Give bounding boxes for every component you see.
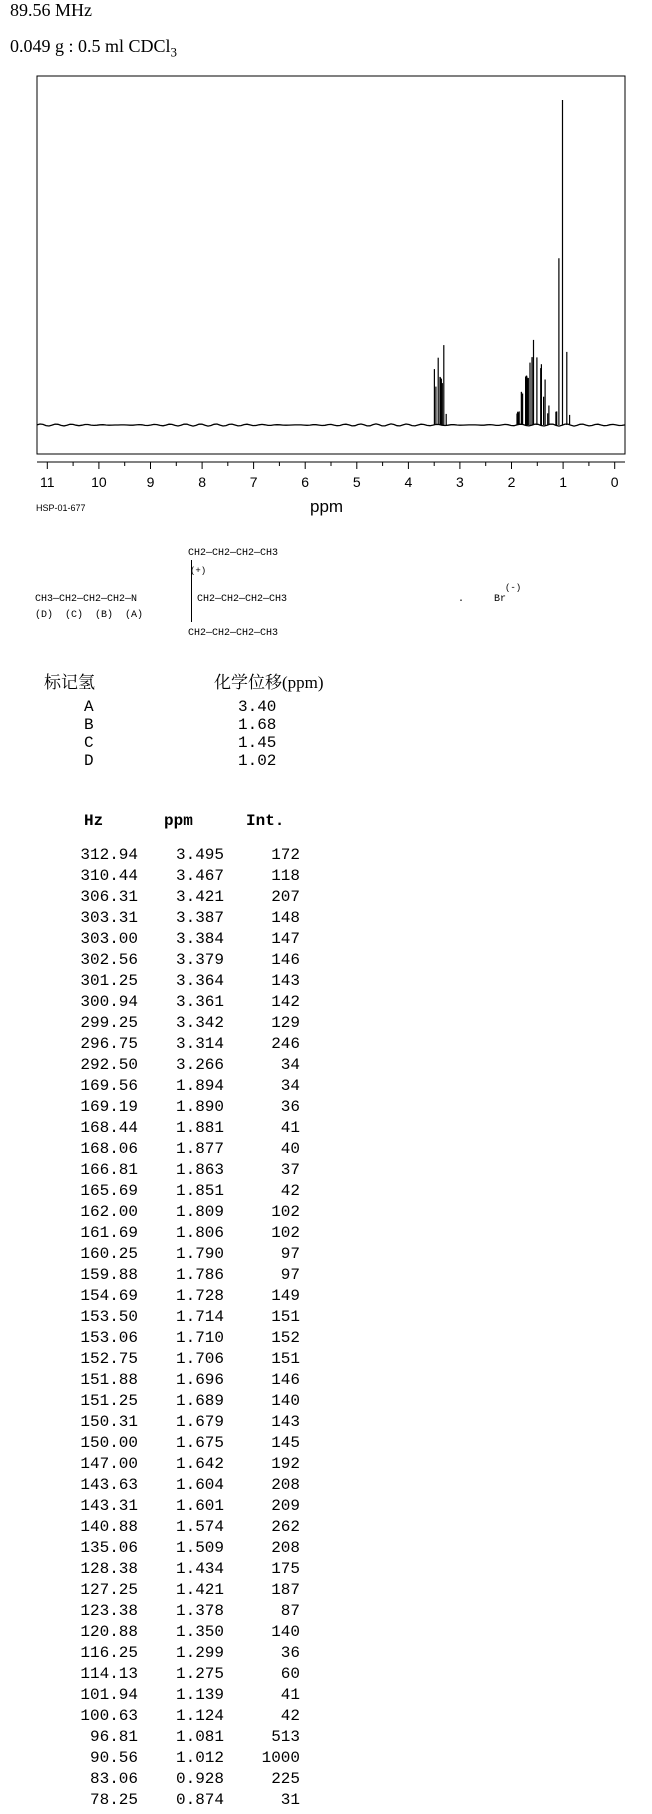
peak-hz: 123.38 [80, 1602, 138, 1620]
peak-intensity: 97 [280, 1266, 300, 1284]
peak-intensity: 102 [271, 1203, 300, 1221]
peak-row [72, 1686, 300, 1704]
peak-row [72, 972, 300, 990]
spectrum-code: HSP-01-677 [36, 503, 86, 513]
peak-intensity: 208 [271, 1539, 300, 1557]
peak-hz: 90.56 [89, 1749, 138, 1767]
peak-ppm: 1.601 [175, 1497, 224, 1515]
peak-hz: 306.31 [80, 888, 138, 906]
peak-ppm: 1.706 [175, 1350, 224, 1368]
header-hz: Hz [84, 812, 104, 830]
header-intensity: Int. [246, 812, 285, 830]
peak-row [72, 1056, 300, 1074]
peak-ppm: 1.689 [175, 1392, 224, 1410]
peak-intensity: 42 [280, 1182, 300, 1200]
peak-row [72, 1602, 300, 1620]
bromide-charge: (-) [505, 583, 522, 593]
peak-hz: 135.06 [80, 1539, 138, 1557]
peak-ppm: 0.928 [175, 1770, 224, 1788]
peak-row [72, 1749, 300, 1767]
x-axis-ticks [40, 462, 619, 490]
peak-row [72, 1707, 300, 1725]
peak-intensity: 1000 [261, 1749, 300, 1767]
peak-hz: 83.06 [89, 1770, 138, 1788]
peak-row [72, 1287, 300, 1305]
peak-ppm: 3.342 [175, 1014, 224, 1032]
assignment-shift: 1.02 [238, 752, 277, 770]
peak-hz: 303.31 [80, 909, 138, 927]
peak-hz: 168.06 [80, 1140, 138, 1158]
peak-intensity: 146 [271, 951, 300, 969]
peak-row [72, 909, 300, 927]
assignment-shift: 1.68 [238, 716, 277, 734]
peak-hz: 300.94 [80, 993, 138, 1011]
peak-row [72, 1623, 300, 1641]
peak-hz: 143.63 [80, 1476, 138, 1494]
peak-row [72, 993, 300, 1011]
peak-ppm: 1.881 [175, 1119, 224, 1137]
peak-intensity: 31 [280, 1791, 300, 1809]
peak-ppm: 1.851 [175, 1182, 224, 1200]
peak-intensity: 172 [271, 846, 300, 864]
peak-row [72, 1434, 300, 1452]
peak-ppm: 1.642 [175, 1455, 224, 1473]
top-chain: CH2—CH2—CH2—CH3 [188, 548, 279, 559]
peak-ppm: 1.509 [175, 1539, 224, 1557]
concentration-text: 0.049 g : 0.5 ml CDCl [10, 36, 171, 56]
x-tick-label: 6 [301, 474, 310, 490]
peak-row [72, 1644, 300, 1662]
peak-intensity: 513 [271, 1728, 300, 1746]
peak-hz: 101.94 [80, 1686, 138, 1704]
peak-row [72, 1182, 300, 1200]
peak-row [72, 867, 300, 885]
peak-hz: 161.69 [80, 1224, 138, 1242]
peak-hz: 296.75 [80, 1035, 138, 1053]
peak-intensity: 34 [280, 1077, 300, 1095]
nmr-spectrum-chart [0, 70, 652, 500]
assignment-shift: 1.45 [238, 734, 277, 752]
assignment-label: D [84, 752, 94, 770]
peak-row [72, 1455, 300, 1473]
peak-intensity: 146 [271, 1371, 300, 1389]
x-tick-label: 5 [352, 474, 361, 490]
peak-row [72, 1665, 300, 1683]
peak-intensity: 145 [271, 1434, 300, 1452]
peak-intensity: 143 [271, 1413, 300, 1431]
x-tick-label: 3 [456, 474, 464, 490]
peak-hz: 147.00 [80, 1455, 138, 1473]
sample-concentration [10, 36, 177, 61]
spectrometer-frequency: 89.56 MHz [10, 0, 92, 20]
peak-row [72, 1497, 300, 1515]
peak-row [72, 1224, 300, 1242]
peak-row [72, 1518, 300, 1536]
peak-hz: 127.25 [80, 1581, 138, 1599]
peak-ppm: 1.275 [175, 1665, 224, 1683]
peak-intensity: 208 [271, 1476, 300, 1494]
peak-ppm: 3.495 [175, 846, 224, 864]
peak-intensity: 192 [271, 1455, 300, 1473]
peak-intensity: 262 [271, 1518, 300, 1536]
peak-ppm: 1.710 [175, 1329, 224, 1347]
bromide-anion: Br [494, 594, 507, 605]
x-tick-label: 0 [610, 474, 619, 490]
peak-row [72, 1308, 300, 1326]
x-tick-label: 10 [91, 474, 107, 490]
peak-hz: 78.25 [89, 1791, 138, 1809]
peak-intensity: 41 [280, 1119, 300, 1137]
peak-intensity: 36 [280, 1098, 300, 1116]
peak-hz: 120.88 [80, 1623, 138, 1641]
peak-row [72, 1413, 300, 1431]
peak-ppm: 3.387 [175, 909, 224, 927]
peak-intensity: 129 [271, 1014, 300, 1032]
assignment-label: A [84, 698, 94, 716]
peak-ppm: 3.266 [175, 1056, 224, 1074]
peak-intensity: 152 [271, 1329, 300, 1347]
peak-hz: 116.25 [80, 1644, 138, 1662]
peak-ppm: 3.379 [175, 951, 224, 969]
assignment-label: C [84, 734, 94, 752]
peak-ppm: 3.361 [175, 993, 224, 1011]
peak-ppm: 1.139 [175, 1686, 224, 1704]
peak-intensity: 147 [271, 930, 300, 948]
peak-hz: 150.00 [80, 1434, 138, 1452]
nitrogen-charge: (+) [190, 566, 207, 576]
peak-row [72, 1539, 300, 1557]
peak-hz: 154.69 [80, 1287, 138, 1305]
peak-ppm: 1.299 [175, 1644, 224, 1662]
peak-row [72, 1392, 300, 1410]
header-ppm: ppm [164, 812, 193, 830]
peak-intensity: 151 [271, 1308, 300, 1326]
peak-hz: 301.25 [80, 972, 138, 990]
peak-hz: 153.50 [80, 1308, 138, 1326]
peak-row [72, 1035, 300, 1053]
peak-intensity: 42 [280, 1707, 300, 1725]
peak-intensity: 142 [271, 993, 300, 1011]
peak-hz: 169.56 [80, 1077, 138, 1095]
peak-hz: 292.50 [80, 1056, 138, 1074]
peak-row [72, 1329, 300, 1347]
peak-ppm: 1.574 [175, 1518, 224, 1536]
peak-intensity: 207 [271, 888, 300, 906]
peak-ppm: 3.467 [175, 867, 224, 885]
peak-intensity: 148 [271, 909, 300, 927]
peak-ppm: 1.012 [175, 1749, 224, 1767]
peak-ppm: 1.790 [175, 1245, 224, 1263]
peak-row [72, 1791, 300, 1809]
peak-hz: 140.88 [80, 1518, 138, 1536]
peak-intensity: 34 [280, 1056, 300, 1074]
peak-row [72, 1371, 300, 1389]
salt-dot: . [458, 594, 465, 605]
header-chemical-shift: 化学位移(ppm) [214, 673, 324, 692]
peak-row [72, 1266, 300, 1284]
peak-ppm: 1.124 [175, 1707, 224, 1725]
peak-ppm: 1.786 [175, 1266, 224, 1284]
peak-intensity: 140 [271, 1623, 300, 1641]
peak-hz: 114.13 [80, 1665, 138, 1683]
peak-intensity: 187 [271, 1581, 300, 1599]
peak-row [72, 1077, 300, 1095]
peak-intensity: 209 [271, 1497, 300, 1515]
peak-row [72, 1203, 300, 1221]
peak-row [72, 1098, 300, 1116]
peak-intensity: 175 [271, 1560, 300, 1578]
x-tick-label: 4 [404, 474, 413, 490]
peak-row [72, 1350, 300, 1368]
peak-ppm: 0.874 [175, 1791, 224, 1809]
peak-row [72, 1728, 300, 1746]
peak-ppm: 1.806 [175, 1224, 224, 1242]
peak-hz: 96.81 [89, 1728, 138, 1746]
peak-ppm: 1.696 [175, 1371, 224, 1389]
peak-intensity: 87 [280, 1602, 300, 1620]
peak-ppm: 1.434 [175, 1560, 224, 1578]
peak-ppm: 1.350 [175, 1623, 224, 1641]
peak-ppm: 1.604 [175, 1476, 224, 1494]
peak-ppm: 1.894 [175, 1077, 224, 1095]
concentration-subscript: 3 [170, 44, 178, 60]
peak-intensity: 151 [271, 1350, 300, 1368]
peak-ppm: 1.714 [175, 1308, 224, 1326]
peak-ppm: 1.809 [175, 1203, 224, 1221]
peak-intensity: 102 [271, 1224, 300, 1242]
peak-ppm: 3.314 [175, 1035, 224, 1053]
peak-hz: 310.44 [80, 867, 138, 885]
peak-hz: 303.00 [80, 930, 138, 948]
peak-row [72, 1476, 300, 1494]
x-tick-label: 1 [559, 474, 567, 490]
peak-ppm: 1.679 [175, 1413, 224, 1431]
right-chain: CH2—CH2—CH2—CH3 [197, 594, 288, 605]
bottom-chain: CH2—CH2—CH2—CH3 [188, 628, 279, 639]
peak-intensity: 118 [271, 867, 300, 885]
peak-hz: 312.94 [80, 846, 138, 864]
peak-hz: 151.25 [80, 1392, 138, 1410]
x-tick-label: 9 [146, 474, 155, 490]
peak-row [72, 1140, 300, 1158]
x-axis-label: ppm [310, 497, 344, 516]
peak-ppm: 3.384 [175, 930, 224, 948]
peak-row [72, 1560, 300, 1578]
x-tick-label: 2 [507, 474, 516, 490]
peak-hz: 299.25 [80, 1014, 138, 1032]
peak-hz: 166.81 [80, 1161, 138, 1179]
peak-ppm: 1.421 [175, 1581, 224, 1599]
peak-hz: 143.31 [80, 1497, 138, 1515]
peak-hz: 168.44 [80, 1119, 138, 1137]
peak-intensity: 37 [280, 1161, 300, 1179]
peak-ppm: 1.378 [175, 1602, 224, 1620]
peak-ppm: 3.421 [175, 888, 224, 906]
peak-intensity: 36 [280, 1644, 300, 1662]
peak-hz: 160.25 [80, 1245, 138, 1263]
assignment-shift: 3.40 [238, 698, 277, 716]
x-tick-label: 7 [249, 474, 258, 490]
peak-row [72, 1161, 300, 1179]
peak-row [72, 930, 300, 948]
peak-hz: 153.06 [80, 1329, 138, 1347]
peak-hz: 162.00 [80, 1203, 138, 1221]
peak-intensity: 149 [271, 1287, 300, 1305]
peak-hz: 302.56 [80, 951, 138, 969]
x-tick-label: 11 [40, 474, 55, 490]
peak-intensity: 41 [280, 1686, 300, 1704]
assignment-label: B [84, 716, 94, 734]
peak-hz: 151.88 [80, 1371, 138, 1389]
peak-row [72, 1245, 300, 1263]
main-chain: CH3—CH2—CH2—CH2—N [35, 594, 138, 605]
peak-hz: 152.75 [80, 1350, 138, 1368]
peak-ppm: 1.890 [175, 1098, 224, 1116]
header-hydrogen-label: 标记氢 [44, 673, 95, 692]
peak-row [72, 1014, 300, 1032]
peak-row [72, 888, 300, 906]
peak-intensity: 143 [271, 972, 300, 990]
peak-ppm: 1.863 [175, 1161, 224, 1179]
peak-hz: 169.19 [80, 1098, 138, 1116]
peak-hz: 128.38 [80, 1560, 138, 1578]
peak-row [72, 951, 300, 969]
peak-hz: 100.63 [80, 1707, 138, 1725]
peak-intensity: 140 [271, 1392, 300, 1410]
peak-row [72, 1770, 300, 1788]
peak-hz: 150.31 [80, 1413, 138, 1431]
peak-hz: 159.88 [80, 1266, 138, 1284]
peak-ppm: 1.877 [175, 1140, 224, 1158]
peak-ppm: 3.364 [175, 972, 224, 990]
position-labels: (D) (C) (B) (A) [35, 610, 144, 621]
peak-hz: 165.69 [80, 1182, 138, 1200]
peak-row [72, 1581, 300, 1599]
peak-intensity: 40 [280, 1140, 300, 1158]
peak-intensity: 246 [271, 1035, 300, 1053]
peak-intensity: 60 [280, 1665, 300, 1683]
peak-row [72, 846, 300, 864]
peak-row [72, 1119, 300, 1137]
peak-ppm: 1.728 [175, 1287, 224, 1305]
spectrum-peaks [434, 100, 569, 425]
peak-intensity: 225 [271, 1770, 300, 1788]
peak-intensity: 97 [280, 1245, 300, 1263]
x-tick-label: 8 [198, 474, 206, 490]
peak-ppm: 1.675 [175, 1434, 224, 1452]
peak-ppm: 1.081 [175, 1728, 224, 1746]
